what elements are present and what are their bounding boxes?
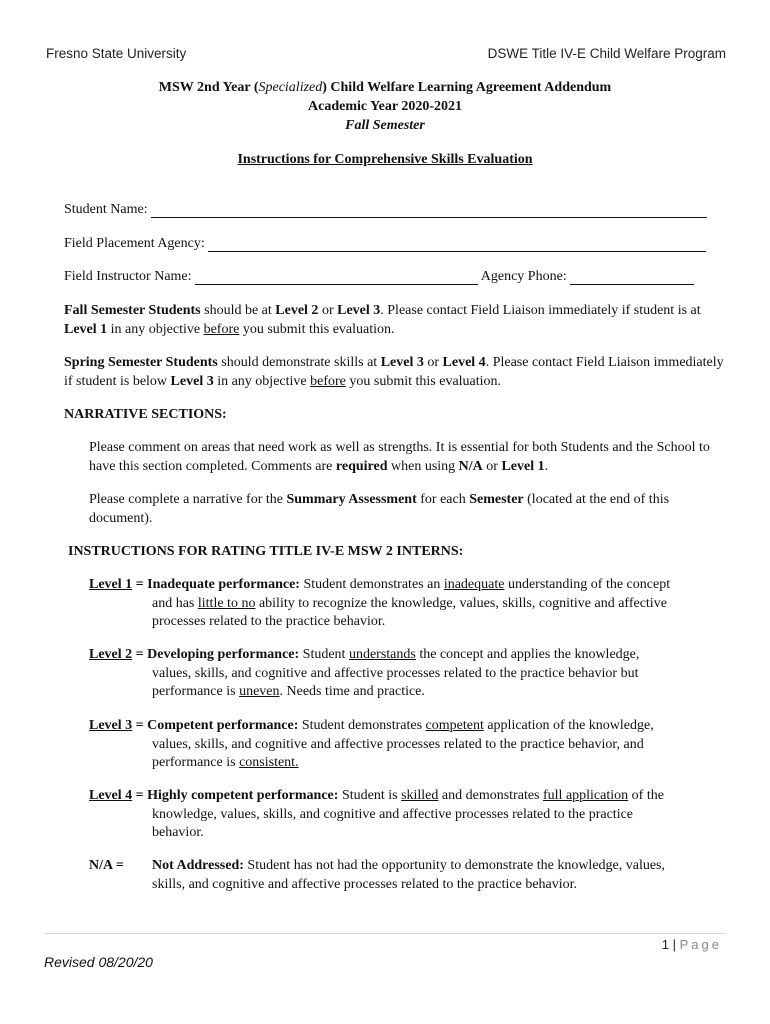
doc-title-line1: MSW 2nd Year (Specialized) Child Welfare Learning Agreement Addendum bbox=[158, 80, 612, 95]
level-3-definition: Level 3 = Competent performance: Student demonstrates competent application of the knowledge, values, skills, and cognitive and affective processes related to the practice behavior, and performance is consistent. bbox=[89, 718, 654, 770]
header-right: DSWE Title IV-E Child Welfare Program bbox=[487, 46, 726, 61]
narrative-heading: NARRATIVE SECTIONS: bbox=[64, 407, 227, 422]
level-2-definition: Level 2 = Developing performance: Student understands the concept and applies the knowledge, values, skills, and cognitive and affective processes related to the practice behavior but performance is uneven. Needs time and practice. bbox=[89, 647, 640, 699]
rating-heading: INSTRUCTIONS FOR RATING TITLE IV-E MSW 2 INTERNS: bbox=[68, 544, 464, 559]
narrative-paragraph-1: Please comment on areas that need work as well as strengths. It is essential for both Students and the School to have this section completed. Comments are required when using N/A or Level 1. bbox=[89, 440, 710, 474]
header-left: Fresno State University bbox=[46, 46, 187, 61]
level-4-definition: Level 4 = Highly competent performance: Student is skilled and demonstrates full application of the knowledge, values, skills, and cognitive and affective processes related to the practice behavior. bbox=[89, 788, 664, 840]
agency-row bbox=[64, 236, 706, 252]
page-number: 1 | Page bbox=[661, 937, 722, 952]
student-name-blank[interactable] bbox=[151, 203, 707, 218]
student-name-row bbox=[64, 202, 707, 218]
narrative-paragraph-2: Please complete a narrative for the Summary Assessment for each Semester (located at the end of this document). bbox=[89, 492, 670, 526]
student-name-label: Student Name: bbox=[64, 202, 148, 217]
footer-divider bbox=[44, 933, 726, 934]
doc-title-line3: Fall Semester bbox=[345, 118, 425, 133]
instructor-label: Field Instructor Name: bbox=[64, 269, 192, 284]
instructor-row bbox=[64, 269, 694, 285]
doc-subtitle: Instructions for Comprehensive Skills Evaluation bbox=[237, 152, 533, 167]
phone-blank[interactable] bbox=[570, 270, 694, 285]
level-1-definition: Level 1 = Inadequate performance: Student demonstrates an inadequate understanding of the concept and has little to no ability to recognize the knowledge, values, skills, cognitive and affective processes related to the practice behavior. bbox=[89, 577, 671, 629]
instructor-blank[interactable] bbox=[195, 270, 478, 285]
na-definition: N/A = Not Addressed: Student has not had the opportunity to demonstrate the knowledge, values, skills, and cognitive and affective processes related to the practice behavior. bbox=[89, 858, 666, 892]
phone-label: Agency Phone: bbox=[480, 269, 567, 284]
spring-semester-paragraph: Spring Semester Students should demonstrate skills at Level 3 or Level 4. Please contact Field Liaison immediately if student is below Level 3 in any objective before you submit this evaluation. bbox=[64, 355, 724, 389]
agency-blank[interactable] bbox=[208, 237, 706, 252]
fall-semester-paragraph: Fall Semester Students should be at Level 2 or Level 3. Please contact Field Liaison immediately if student is at Level 1 in any objective before you submit this evaluation. bbox=[64, 303, 701, 337]
agency-label: Field Placement Agency: bbox=[64, 236, 205, 251]
revised-date: Revised 08/20/20 bbox=[44, 954, 153, 970]
doc-title-line2: Academic Year 2020-2021 bbox=[308, 99, 462, 114]
